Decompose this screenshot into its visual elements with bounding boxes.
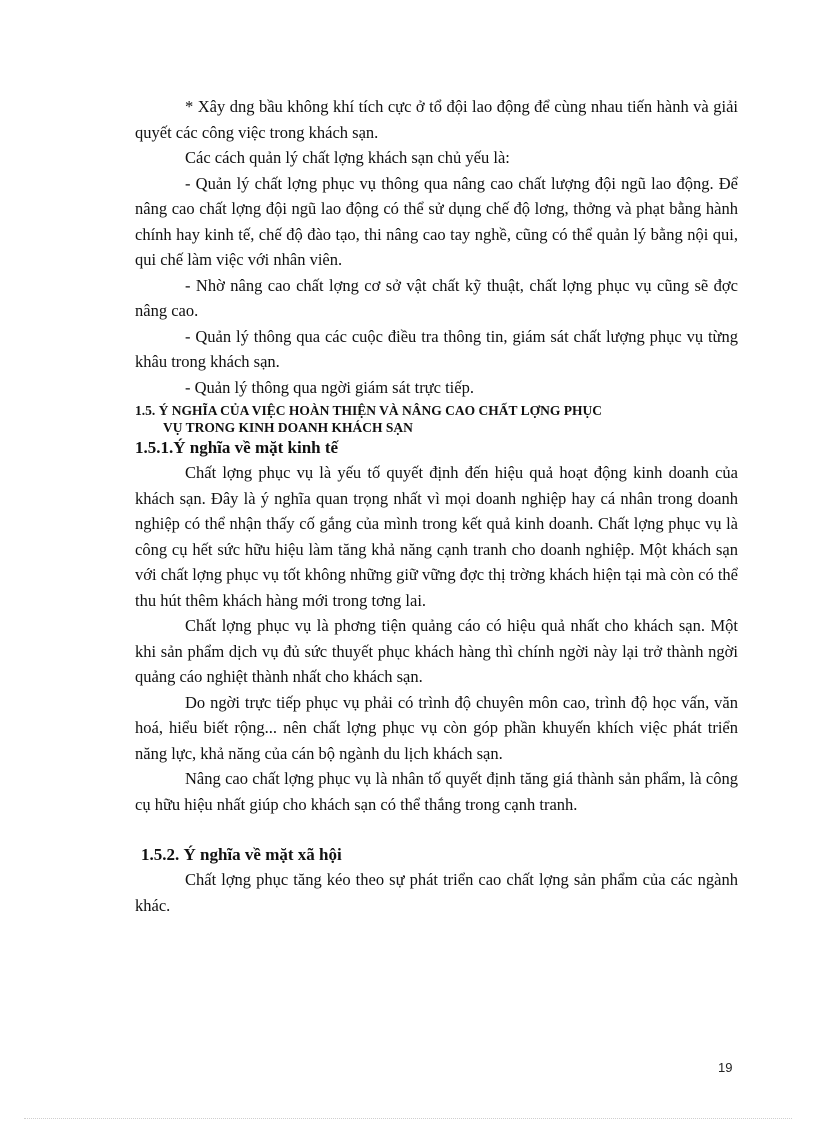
paragraph-management-survey: - Quản lý thông qua các cuộc điều tra thông tin, giám sát chất lượng phục vụ từng khâu trong khách sạn. xyxy=(135,326,738,371)
paragraph-social-1: Chất lợng phục tăng kéo theo sự phát triển cao chất lợng sản phẩm của các ngành khác. xyxy=(135,870,738,915)
subsection-heading-1-5-2: 1.5.2. Ý nghĩa về mặt xã hội xyxy=(141,845,342,864)
paragraph-management-facilities: - Nhờ nâng cao chất lợng cơ sở vật chất kỹ thuật, chất lợng phục vụ cũng sẽ đợc nâng cao. xyxy=(135,275,738,320)
paragraph-economic-3: Do ngời trực tiếp phục vụ phải có trình độ chuyên môn cao, trình độ học vấn, văn hoá, hiểu biết rộng... nên chất lợng phục vụ còn góp phần khuyến khích việc phát triển năng lực, khả năng của cán bộ ngành du lịch khách sạn. xyxy=(135,692,738,763)
paragraph-economic-4: Nâng cao chất lợng phục vụ là nhân tố quyết định tăng giá thành sản phẩm, là công cụ hữu hiệu nhất giúp cho khách sạn có thể thắng trong cạnh tranh. xyxy=(135,769,738,814)
paragraph-management-methods-intro: Các cách quản lý chất lợng khách sạn chủ yếu là: xyxy=(185,148,510,167)
paragraph-economic-2: Chất lợng phục vụ là phơng tiện quảng cáo có hiệu quả nhất cho khách sạn. Một khi sản phẩm dịch vụ đủ sức thuyết phục khách hàng thì chính ngời này lại trở thành ngời quảng cáo nghiệt thành nhất cho khách sạn. xyxy=(135,616,738,686)
page-number: 19 xyxy=(718,1060,733,1075)
paragraph-economic-1: Chất lợng phục vụ là yếu tố quyết định đến hiệu quả hoạt động kinh doanh của khách sạn. Đây là ý nghĩa quan trọng nhất vì mọi doanh nghiệp hay cá nhân trong doanh nghiệp có thể nhận thấy cố gắng của mình trong kết quả kinh doanh. Chất lợng phục vụ là công cụ hết sức hữu hiệu làm tăng khả năng cạnh tranh cho doanh nghiệp. Một khách sạn với chất lợng phục vụ tốt không những giữ vững đợc thị trờng khách hiện tại mà còn có thể thu hút thêm khách hàng mới trong tơng lai. xyxy=(135,463,738,610)
paragraph-atmosphere: * Xây dng bầu không khí tích cực ở tổ đội lao động để cùng nhau tiến hành và giải quyết các công việc trong khách sạn. xyxy=(135,97,738,142)
section-heading-1-5 xyxy=(135,402,738,436)
subsection-heading-1-5-1: 1.5.1.Ý nghĩa về mặt kinh tế xyxy=(135,438,339,457)
paragraph-management-supervisor: - Quản lý thông qua ngời giám sát trực tiếp. xyxy=(185,377,474,397)
paragraph-management-staff: - Quản lý chất lợng phục vụ thông qua nâng cao chất lượng đội ngũ lao động. Để nâng cao chất lợng đội ngũ lao động có thể sử dụng chế độ lơng, thởng và phạt bằng hành chính hay kinh tế, chế độ đào tạo, thi nâng cao tay nghề, cũng có thể quản lý bằng nội qui, qui chế làm việc với nhân viên. xyxy=(135,173,738,269)
section-heading-1-5-line2: VỤ TRONG KINH DOANH KHÁCH SẠN xyxy=(163,420,413,435)
section-heading-1-5-line1: 1.5. Ý NGHĨA CỦA VIỆC HOÀN THIỆN VÀ NÂNG CAO CHẤT LỢNG PHỤC xyxy=(135,403,603,418)
page-body xyxy=(135,94,738,918)
page-bottom-border xyxy=(24,1118,792,1119)
